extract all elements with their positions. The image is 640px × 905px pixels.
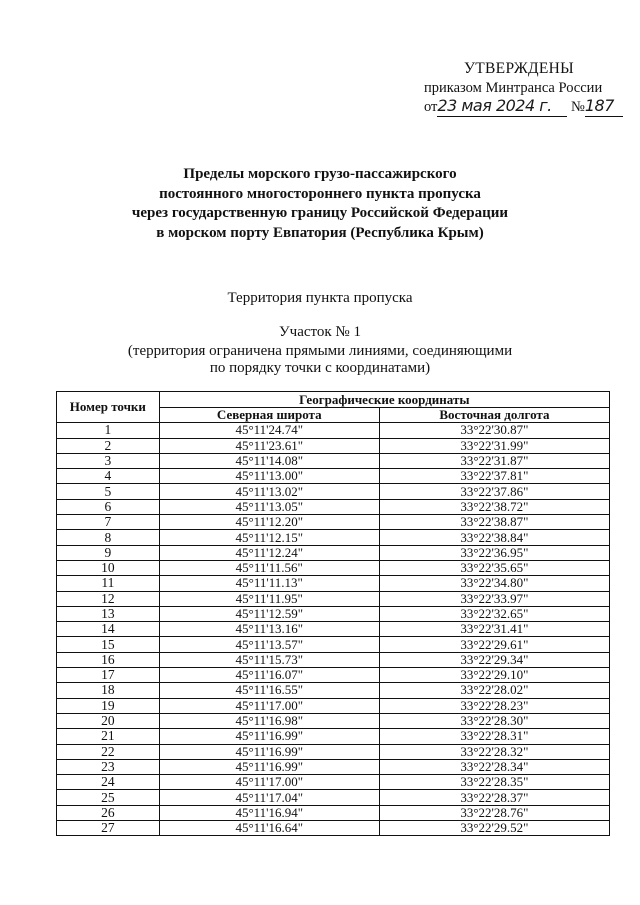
cell-point-number: 10 xyxy=(57,560,160,575)
cell-point-number: 2 xyxy=(57,438,160,453)
table-row xyxy=(57,499,610,514)
table-row xyxy=(57,622,610,637)
cell-point-number: 5 xyxy=(57,484,160,499)
cell-latitude: 45°11'13.16" xyxy=(159,622,379,637)
table-row xyxy=(57,560,610,575)
table-row xyxy=(57,790,610,805)
handwritten-date: 23 мая 2024 г. xyxy=(437,96,552,115)
cell-point-number: 20 xyxy=(57,713,160,728)
cell-longitude: 33°22'29.52" xyxy=(379,821,609,836)
cell-latitude: 45°11'16.94" xyxy=(159,805,379,820)
cell-longitude: 33°22'38.72" xyxy=(379,499,609,514)
cell-latitude: 45°11'23.61" xyxy=(159,438,379,453)
cell-longitude: 33°22'28.02" xyxy=(379,683,609,698)
header-longitude: Восточная долгота xyxy=(379,408,609,423)
cell-longitude: 33°22'29.34" xyxy=(379,652,609,667)
table-row xyxy=(57,821,610,836)
cell-latitude: 45°11'13.02" xyxy=(159,484,379,499)
cell-latitude: 45°11'16.55" xyxy=(159,683,379,698)
header-latitude: Северная широта xyxy=(159,408,379,423)
cell-point-number: 8 xyxy=(57,530,160,545)
cell-latitude: 45°11'13.57" xyxy=(159,637,379,652)
cell-longitude: 33°22'35.65" xyxy=(379,560,609,575)
cell-longitude: 33°22'28.23" xyxy=(379,698,609,713)
cell-point-number: 18 xyxy=(57,683,160,698)
cell-point-number: 6 xyxy=(57,499,160,514)
title-line: через государственную границу Российской Федерации xyxy=(131,205,509,221)
table-row xyxy=(57,545,610,560)
table-row xyxy=(57,805,610,820)
title-line: Пределы морского грузо-пассажирского xyxy=(183,166,457,182)
document-title xyxy=(0,165,640,243)
cell-point-number: 16 xyxy=(57,652,160,667)
cell-latitude: 45°11'12.20" xyxy=(159,515,379,530)
table-row xyxy=(57,668,610,683)
cell-latitude: 45°11'14.08" xyxy=(159,453,379,468)
cell-longitude: 33°22'34.80" xyxy=(379,576,609,591)
cell-point-number: 15 xyxy=(57,637,160,652)
table-row xyxy=(57,530,610,545)
cell-point-number: 21 xyxy=(57,729,160,744)
cell-longitude: 33°22'38.84" xyxy=(379,530,609,545)
table-row xyxy=(57,637,610,652)
cell-longitude: 33°22'28.30" xyxy=(379,713,609,728)
cell-point-number: 26 xyxy=(57,805,160,820)
number-prefix: № xyxy=(571,99,585,115)
table-row xyxy=(57,469,610,484)
cell-longitude: 33°22'36.95" xyxy=(379,545,609,560)
approval-date-line xyxy=(424,96,624,117)
approval-order-line: приказом Минтранса России xyxy=(424,80,603,96)
cell-point-number: 17 xyxy=(57,668,160,683)
title-line: в морском порту Евпатория (Республика Крым) xyxy=(156,224,484,241)
section-note-line: (территория ограничена прямыми линиями, соединяющими xyxy=(127,343,513,359)
date-prefix: от xyxy=(424,99,438,115)
cell-latitude: 45°11'16.07" xyxy=(159,668,379,683)
cell-point-number: 4 xyxy=(57,469,160,484)
cell-latitude: 45°11'13.00" xyxy=(159,469,379,484)
section-heading: Участок № 1 xyxy=(279,324,361,340)
cell-point-number: 27 xyxy=(57,821,160,836)
cell-latitude: 45°11'11.95" xyxy=(159,591,379,606)
cell-latitude: 45°11'13.05" xyxy=(159,499,379,514)
cell-point-number: 22 xyxy=(57,744,160,759)
cell-latitude: 45°11'16.64" xyxy=(159,821,379,836)
table-row xyxy=(57,423,610,438)
subtitle: Территория пункта пропуска xyxy=(227,290,413,306)
cell-latitude: 45°11'16.99" xyxy=(159,744,379,759)
cell-point-number: 14 xyxy=(57,622,160,637)
table-row xyxy=(57,484,610,499)
cell-longitude: 33°22'28.35" xyxy=(379,775,609,790)
cell-point-number: 12 xyxy=(57,591,160,606)
table-row xyxy=(57,775,610,790)
cell-latitude: 45°11'12.15" xyxy=(159,530,379,545)
cell-point-number: 19 xyxy=(57,698,160,713)
cell-longitude: 33°22'30.87" xyxy=(379,423,609,438)
cell-longitude: 33°22'31.99" xyxy=(379,438,609,453)
table-body xyxy=(57,423,610,836)
table-row xyxy=(57,729,610,744)
cell-longitude: 33°22'37.86" xyxy=(379,484,609,499)
cell-latitude: 45°11'17.00" xyxy=(159,698,379,713)
cell-latitude: 45°11'12.24" xyxy=(159,545,379,560)
cell-latitude: 45°11'16.99" xyxy=(159,729,379,744)
approval-heading: УТВЕРЖДЕНЫ xyxy=(464,60,574,77)
cell-latitude: 45°11'16.98" xyxy=(159,713,379,728)
section-note xyxy=(0,343,640,377)
cell-longitude: 33°22'29.61" xyxy=(379,637,609,652)
cell-latitude: 45°11'11.56" xyxy=(159,560,379,575)
cell-latitude: 45°11'11.13" xyxy=(159,576,379,591)
cell-point-number: 11 xyxy=(57,576,160,591)
cell-longitude: 33°22'31.41" xyxy=(379,622,609,637)
cell-longitude: 33°22'31.87" xyxy=(379,453,609,468)
cell-latitude: 45°11'17.04" xyxy=(159,790,379,805)
table-row xyxy=(57,744,610,759)
cell-longitude: 33°22'28.37" xyxy=(379,790,609,805)
cell-latitude: 45°11'17.00" xyxy=(159,775,379,790)
header-geo-coordinates: Географические координаты xyxy=(159,392,609,408)
table-row xyxy=(57,698,610,713)
cell-point-number: 7 xyxy=(57,515,160,530)
table-row xyxy=(57,591,610,606)
cell-latitude: 45°11'24.74" xyxy=(159,423,379,438)
coordinates-table xyxy=(56,391,610,836)
cell-longitude: 33°22'33.97" xyxy=(379,591,609,606)
table-row xyxy=(57,453,610,468)
cell-longitude: 33°22'32.65" xyxy=(379,606,609,621)
cell-latitude: 45°11'16.99" xyxy=(159,759,379,774)
cell-longitude: 33°22'28.34" xyxy=(379,759,609,774)
title-line: постоянного многостороннего пункта пропуска xyxy=(159,185,481,202)
table-row xyxy=(57,576,610,591)
section-note-line: по порядку точки с координатами) xyxy=(209,360,431,376)
cell-point-number: 9 xyxy=(57,545,160,560)
cell-point-number: 3 xyxy=(57,453,160,468)
cell-longitude: 33°22'29.10" xyxy=(379,668,609,683)
header-point-number: Номер точки xyxy=(57,392,160,423)
cell-longitude: 33°22'28.32" xyxy=(379,744,609,759)
cell-latitude: 45°11'12.59" xyxy=(159,606,379,621)
table-row xyxy=(57,652,610,667)
table-row xyxy=(57,683,610,698)
handwritten-number: 187 xyxy=(584,96,614,115)
cell-point-number: 13 xyxy=(57,606,160,621)
table-row xyxy=(57,438,610,453)
table-row xyxy=(57,713,610,728)
cell-longitude: 33°22'28.76" xyxy=(379,805,609,820)
cell-point-number: 23 xyxy=(57,759,160,774)
table-row xyxy=(57,515,610,530)
cell-point-number: 24 xyxy=(57,775,160,790)
cell-point-number: 25 xyxy=(57,790,160,805)
table-row xyxy=(57,606,610,621)
cell-longitude: 33°22'37.81" xyxy=(379,469,609,484)
table-row xyxy=(57,759,610,774)
cell-latitude: 45°11'15.73" xyxy=(159,652,379,667)
cell-longitude: 33°22'38.87" xyxy=(379,515,609,530)
cell-point-number: 1 xyxy=(57,423,160,438)
cell-longitude: 33°22'28.31" xyxy=(379,729,609,744)
